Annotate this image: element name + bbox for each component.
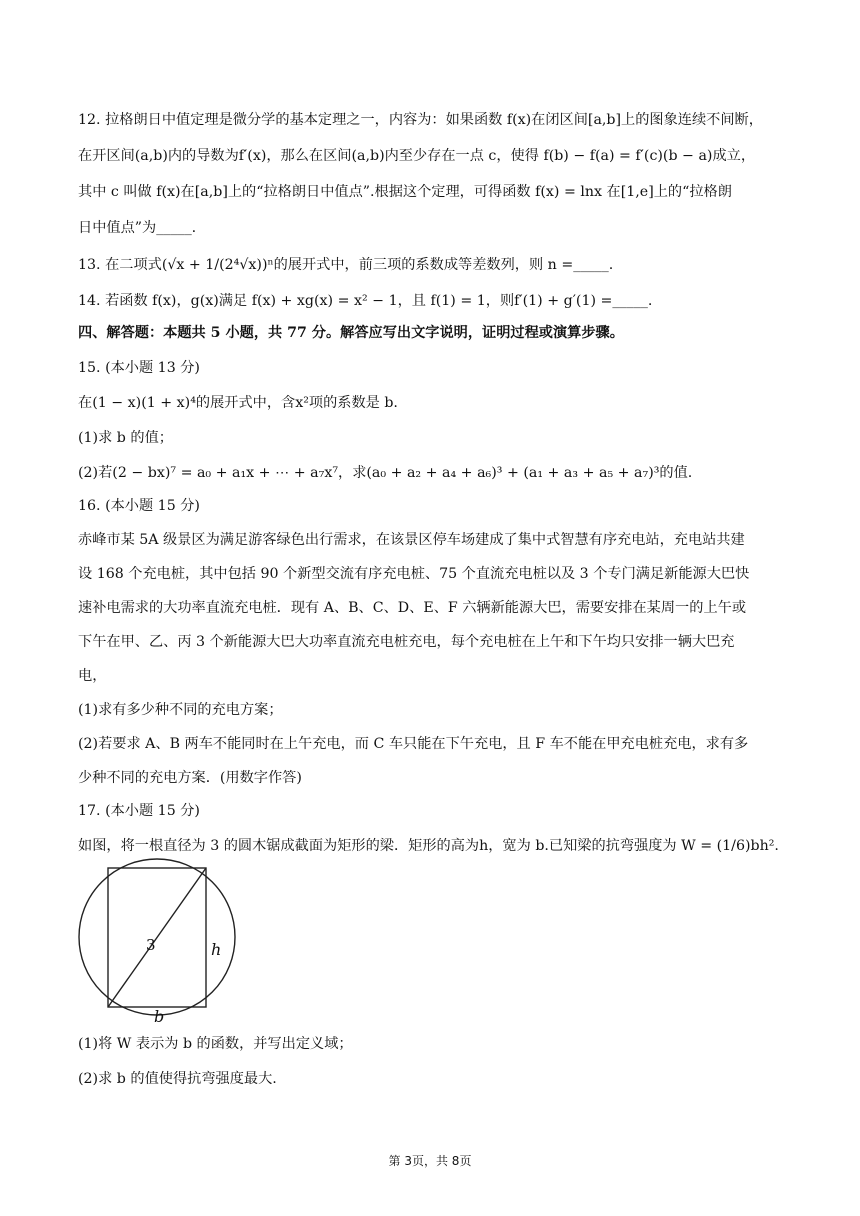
q12-line1: 12. 拉格朗日中值定理是微分学的基本定理之一，内容为：如果函数 f(x)在闭区间[a,b]上的图象连续不间断， [78, 112, 763, 128]
circle-rectangle-figure [76, 858, 238, 1024]
height-label: h [211, 940, 222, 959]
q16-part2b: 少种不同的充电方案．(用数字作答) [78, 770, 302, 786]
q15-part1: (1)求 b 的值； [78, 430, 173, 446]
q17-part2: (2)求 b 的值使得抗弯强度最大. [78, 1071, 277, 1087]
q14-text: 14. 若函数 f(x)，g(x)满足 f(x) + xg(x) = x² − 1，且 f(1) = 1，则f′(1) + g′(1) =_____. [78, 293, 653, 309]
q12-line3: 其中 c 叫做 f(x)在[a,b]上的“拉格朗日中值点”.根据这个定理，可得函数 f(x) = lnx 在[1,e]上的“拉格朗 [78, 184, 732, 200]
section-heading: 四、解答题：本题共 5 小题，共 77 分。解答应写出文字说明，证明过程或演算步骤。 [78, 325, 624, 341]
diagonal-line [108, 868, 206, 1007]
q16-part2a: (2)若要求 A、B 两车不能同时在上午充电，而 C 车只能在下午充电，且 F 车不能在甲充电桩充电，求有多 [78, 736, 749, 752]
q16-line2: 设 168 个充电桩，其中包括 90 个新型交流有序充电桩、75 个直流充电桩以及 3 个专门满足新能源大巴快 [78, 566, 750, 582]
q13-text: 13. 在二项式(√x + 1/(2⁴√x))ⁿ的展开式中，前三项的系数成等差数列，则 n =_____. [78, 257, 614, 273]
diagonal-label: 3 [146, 936, 156, 954]
q12-line4: 日中值点”为_____. [78, 220, 197, 236]
width-label: b [154, 1007, 165, 1024]
q16-line4: 下午在甲、乙、丙 3 个新能源大巴大功率直流充电桩充电，每个充电桩在上午和下午均只安排一辆大巴充 [78, 634, 735, 650]
q17-title: 17. (本小题 15 分) [78, 803, 200, 819]
q15-title: 15. (本小题 13 分) [78, 360, 200, 376]
q16-line1: 赤峰市某 5A 级景区为满足游客绿色出行需求，在该景区停车场建成了集中式智慧有序充电站，充电站共建 [78, 532, 745, 548]
q12-line2: 在开区间(a,b)内的导数为f′(x)，那么在区间(a,b)内至少存在一点 c，使得 f(b) − f(a) = f′(c)(b − a)成立， [78, 148, 756, 164]
q15-part2: (2)若(2 − bx)⁷ = a₀ + a₁x + ⋯ + a₇x⁷，求(a₀ + a₂ + a₄ + a₆)³ + (a₁ + a₃ + a₅ + a₇)³的值. [78, 465, 693, 481]
q16-line3: 速补电需求的大功率直流充电桩．现有 A、B、C、D、E、F 六辆新能源大巴，需要安排在某周一的上午或 [78, 600, 747, 616]
q17-part1: (1)将 W 表示为 b 的函数，并写出定义域； [78, 1036, 353, 1052]
q16-title: 16. (本小题 15 分) [78, 498, 200, 514]
q17-stem: 如图，将一根直径为 3 的圆木锯成截面为矩形的梁．矩形的高为h，宽为 b.已知梁的抗弯强度为 W = (1/6)bh². [78, 838, 779, 854]
q16-part1: (1)求有多少种不同的充电方案； [78, 702, 283, 718]
q16-line5: 电， [78, 668, 107, 684]
q15-stem: 在(1 − x)(1 + x)⁴的展开式中，含x²项的系数是 b. [78, 395, 398, 411]
page-footer: 第 3页，共 8页 [388, 1154, 472, 1168]
